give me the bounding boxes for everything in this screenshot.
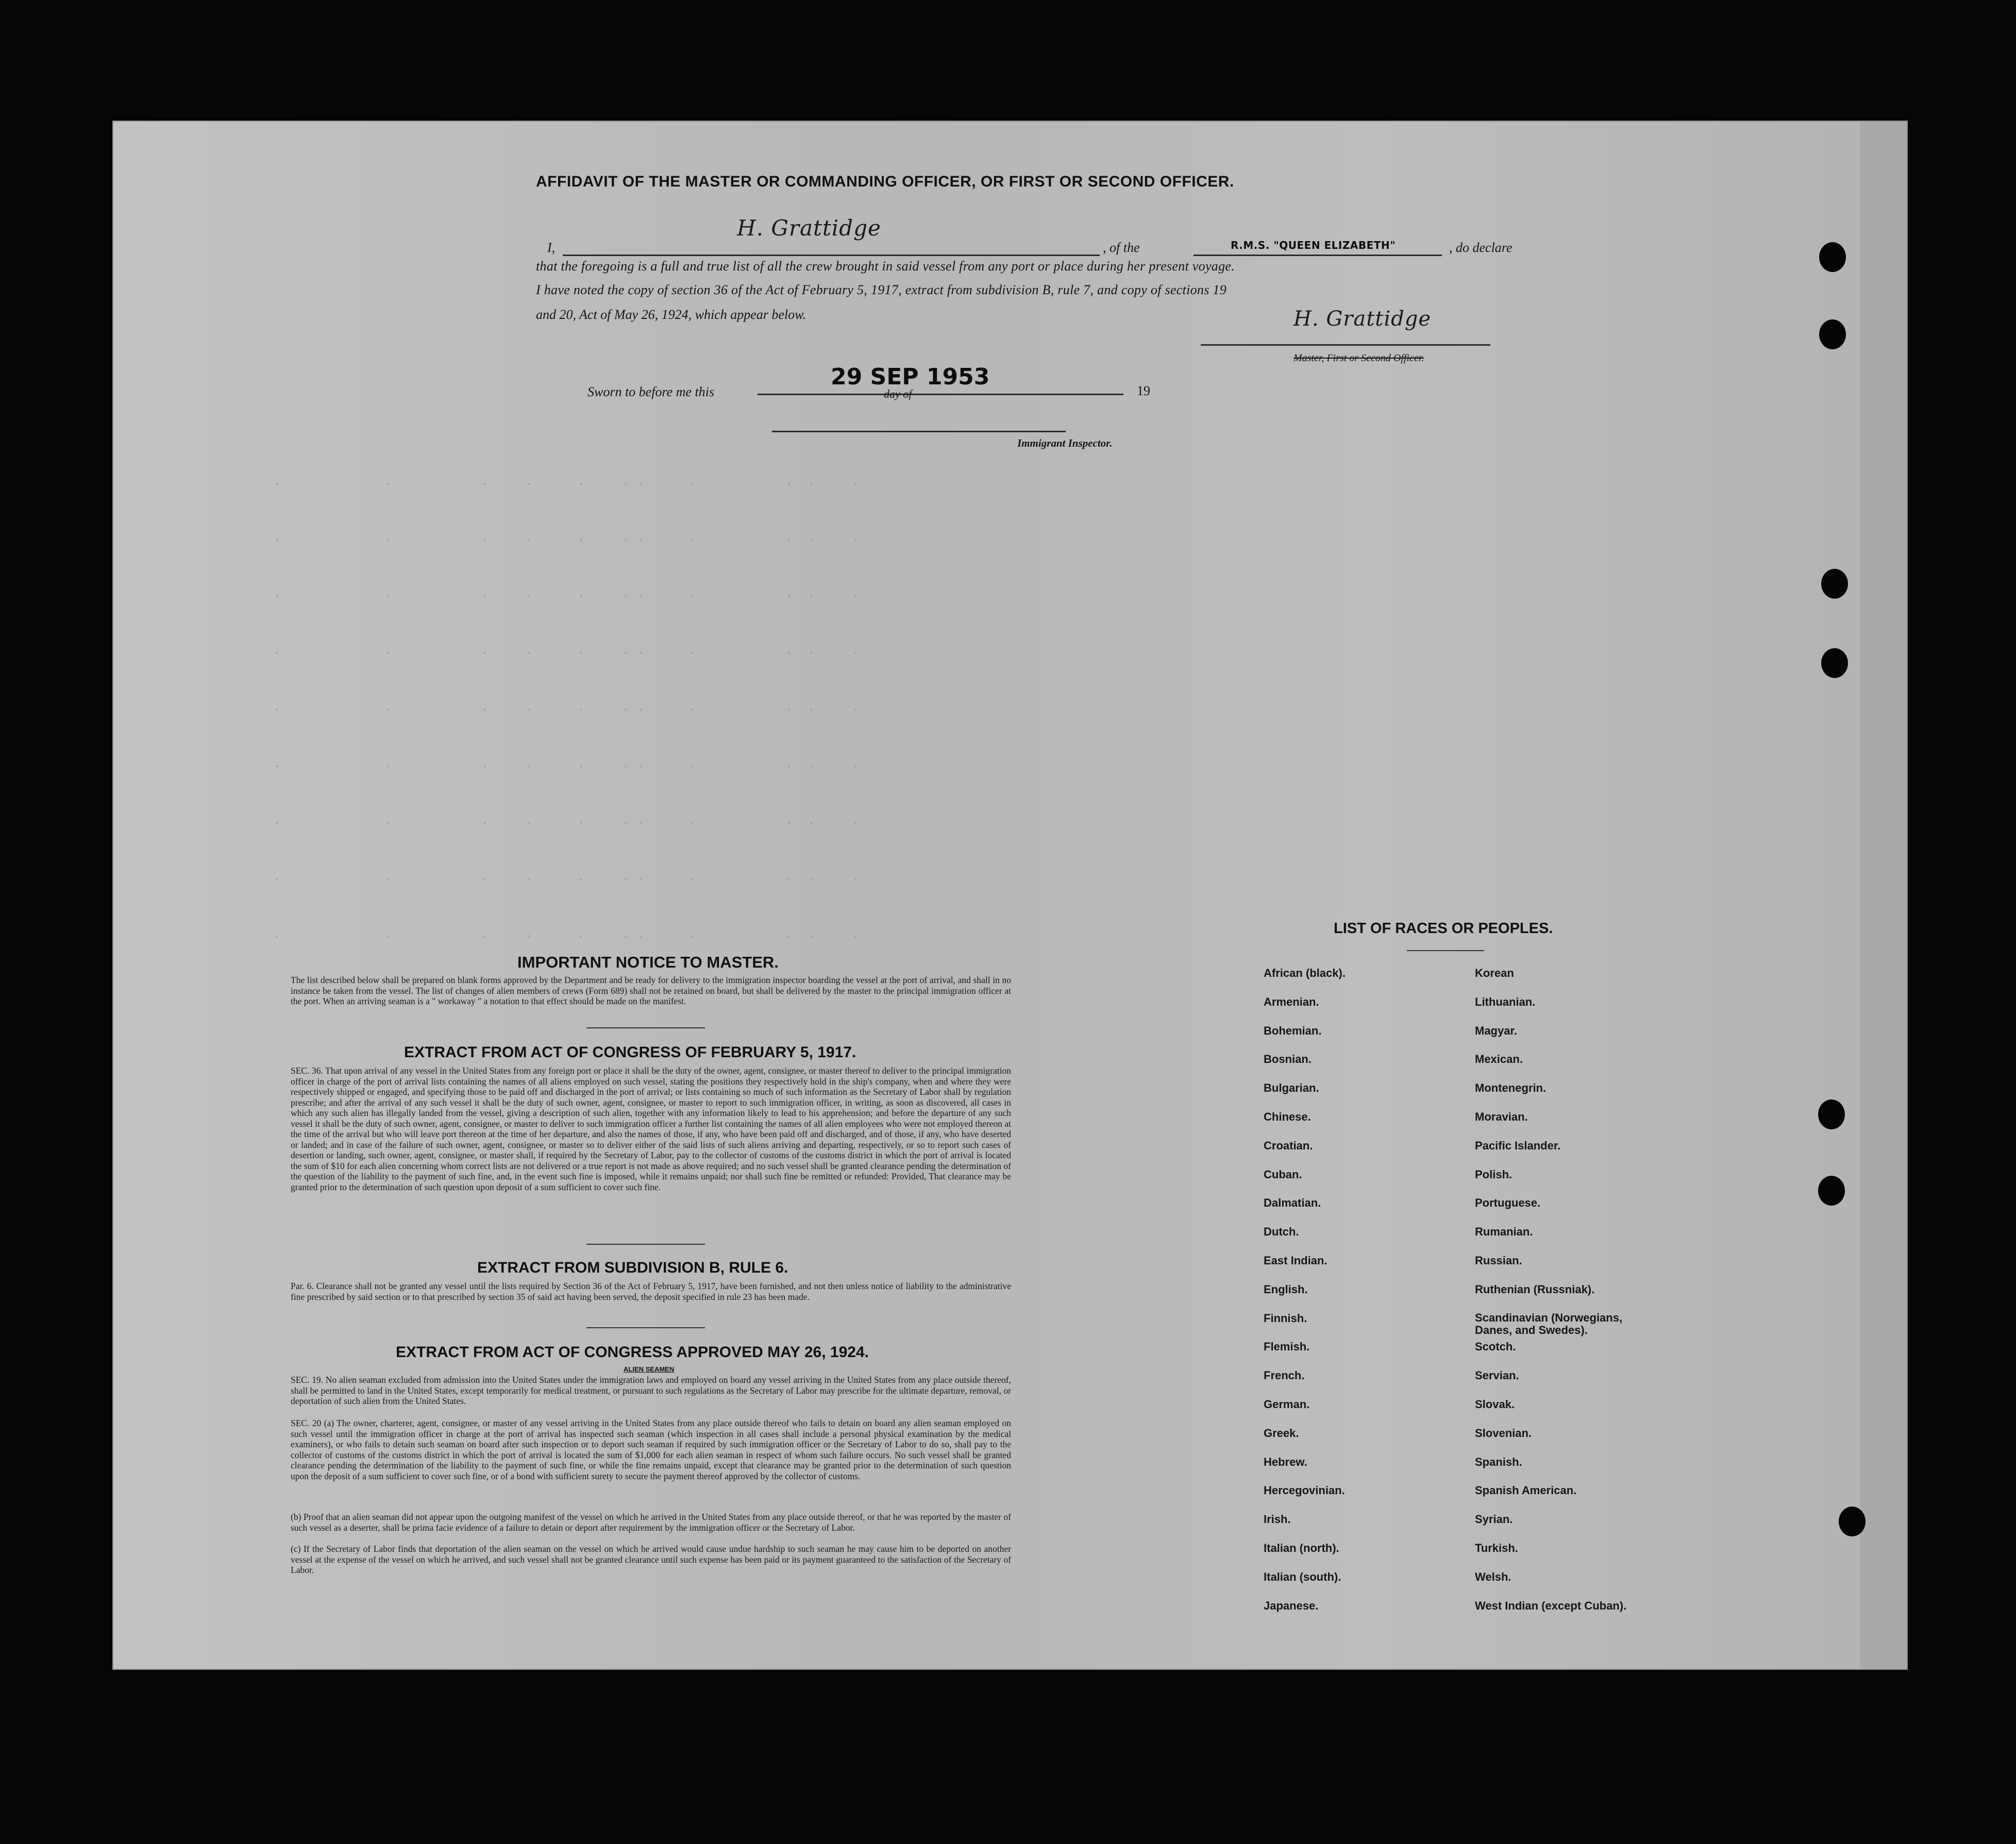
extract-1917-title: EXTRACT FROM ACT OF CONGRESS OF FEBRUARY 5, 1917. — [404, 1044, 856, 1061]
punch-hole — [1821, 648, 1848, 678]
second-signature: H. Grattidge — [1293, 307, 1432, 331]
date-stamp: 29 SEP 1953 — [831, 364, 990, 390]
punch-hole — [1818, 1176, 1845, 1206]
race-item: East Indian. — [1264, 1254, 1328, 1267]
race-item: Syrian. — [1475, 1513, 1513, 1526]
race-item: Hercegovinian. — [1264, 1484, 1345, 1497]
master-signature: H. Grattidge — [737, 215, 881, 241]
signature-line — [563, 255, 1100, 256]
signer-line — [1201, 344, 1490, 346]
extract-1924-title: EXTRACT FROM ACT OF CONGRESS APPROVED MAY 26, 1924. — [396, 1344, 869, 1361]
divider — [586, 1027, 705, 1028]
affidavit-line1-end: , do declare — [1449, 240, 1513, 255]
race-item: Polish. — [1475, 1168, 1513, 1181]
page-edge-shadow — [1860, 122, 1907, 1669]
divider — [1407, 950, 1484, 951]
bleed-through-text: . . . . . . . . . . . — [273, 531, 860, 545]
race-item: Welsh. — [1475, 1570, 1511, 1583]
bleed-through-text: . . . . . . . . . . . — [273, 814, 860, 828]
bleed-through-text: . . . . . . . . . . . — [273, 587, 860, 601]
subdivision-title: EXTRACT FROM SUBDIVISION B, RULE 6. — [477, 1259, 788, 1276]
race-item: Dutch. — [1264, 1225, 1299, 1239]
sworn-label: Sworn to before me this — [587, 384, 715, 399]
punch-hole — [1819, 242, 1846, 272]
race-item: West Indian (except Cuban). — [1475, 1599, 1627, 1612]
race-item: Turkish. — [1475, 1542, 1518, 1554]
subdivision-body: Par. 6. Clearance shall not be granted any vessel until the lists required by Section 36 of the Act of February 5, 1917, have been furnished, and not then unless notice of liability to the administrative fine prescribed by said section or to that prescribed by section 35 of said act having been served, the deposit specified in rule 23 has been made. — [291, 1281, 1011, 1302]
sworn-date-line — [758, 394, 1123, 395]
race-item: English. — [1264, 1282, 1308, 1296]
race-item: Japanese. — [1264, 1599, 1319, 1612]
bleed-through-text: . . . . . . . . . . . — [273, 475, 860, 489]
race-item: Armenian. — [1264, 995, 1319, 1008]
race-item: Flemish. — [1264, 1340, 1310, 1354]
race-item: Scandinavian (Norwegians, Danes, and Swedes). — [1475, 1311, 1623, 1337]
divider — [586, 1244, 705, 1245]
race-item: Bohemian. — [1264, 1024, 1322, 1037]
extract-1917-body: SEC. 36. That upon arrival of any vessel in the United States from any foreign port or place it shall be the duty of the owner, agent, consignee, or master thereof to deliver to the principal immigration officer in charge of the port of arrival lists containing the names of all aliens employed on such vessel, stating the positions they respectively hold in the ship's company, when and where they were respectively shipped or engaged, and specifying those to be paid off and discharged in the port of arrival; or lists containing so much of such information as the Secretary of Labor shall by regulation prescribe; and after the arrival of any such vessel it shall be the duty of such owner, agent, consignee, or master to report to such immigration officer, in writing, as soon as discovered, all cases in which any such alien has illegally landed from the vessel, giving a description of such alien, together with any information likely to lead to his apprehension; and before the departure of any such vessel it shall be the duty of such owner, agent, consignee, or master to deliver to such immigration officer a further list containing the names of all alien employees who were not employed thereon at the time of the arrival but who will leave port thereon at the time of her departure, and also the names of those, if any, who have been paid off and discharged, and of those, if any, who have deserted or landed; and in case of the failure of such owner, agent, consignee, or master so to deliver either of the said lists of such aliens arriving and departing, respectively, or so to report such cases of desertion or landing, such owner, agent, consignee, or master shall, if required by the Secretary of Labor, pay to the collector of customs of the customs district in which the port of arrival is located the sum of $10 for each alien concerning whom correct lists are not delivered or a true report is not made as above required; and no such vessel shall be granted clearance pending the determination of the question of the liability to the payment of such fine, and, in the event such fine is imposed, while it remains unpaid; nor shall such fine be remitted or refunded: Provided, That clearance may be granted prior to the determination of such question upon deposit of a sum sufficient to cover such fine. — [291, 1065, 1011, 1192]
punch-hole — [1819, 319, 1846, 349]
signer-title: Master, First or Second Officer. — [1293, 352, 1424, 364]
race-item: Magyar. — [1475, 1024, 1517, 1037]
vessel-line — [1194, 255, 1442, 256]
race-item: Hebrew. — [1264, 1455, 1307, 1468]
race-item: Spanish. — [1475, 1455, 1522, 1468]
sec-20b: (b) Proof that an alien seaman did not appear upon the outgoing manifest of the vessel on which he arrived in the United States from any place outside thereof, or that he was reported by the master of such vessel as a deserter, shall be prima facie evidence of a failure to detain or deport after requirement by the immigration officer or the Secretary of Labor. — [291, 1512, 1011, 1533]
affidavit-title: AFFIDAVIT OF THE MASTER OR COMMANDING OFFICER, OR FIRST OR SECOND OFFICER. — [536, 173, 1234, 190]
notice-body: The list described below shall be prepared on blank forms approved by the Department and be ready for delivery to the immigration inspector boarding the vessel at the port of arrival, and shall in no instance be taken from the vessel. The list of changes of alien members of crews (Form 689) shall not be retained on board, but shall be delivered by the master to the principal immigration officer at the port. When an arriving seaman is a " workaway " a notation to that effect should be made on the manifest. — [291, 975, 1011, 1006]
punch-hole — [1839, 1507, 1866, 1536]
alien-seamen-subtitle: ALIEN SEAMEN — [624, 1365, 675, 1373]
race-item: Spanish American. — [1475, 1484, 1577, 1497]
race-item: Cuban. — [1264, 1168, 1302, 1181]
race-item: Finnish. — [1264, 1311, 1307, 1325]
race-item: Bulgarian. — [1264, 1081, 1319, 1095]
race-item: Scotch. — [1475, 1340, 1516, 1354]
bleed-through-text: . . . . . . . . . . . — [273, 644, 860, 658]
affidavit-line1-mid: , of the — [1103, 240, 1140, 255]
bleed-through-text: . . . . . . . . . . . — [273, 701, 860, 715]
sec-20a: SEC. 20 (a) The owner, charterer, agent, consignee, or master of any vessel arriving in the United States from any place outside thereof who fails to detain on board any alien seaman employed on such vessel until the immigration officer in charge at the port of arrival has inspected such seaman (which inspection in all cases shall include a personal physical examination by the medical examiners), or who fails to detain such seaman on board after such inspection or to deport such seaman if required by such immigration officer or the Secretary of Labor to do so, shall pay to the collector of customs of the customs district in which the port of arrival is located the sum of $1,000 for each alien seaman in respect of whom such failure occurs. No such vessel shall be granted clearance pending the determination of the liability to the payment of such fine, or while the fine remains unpaid, except that clearance may be granted prior to the determination of such question upon the deposit of a sum sufficient to cover such fine, or of a bond with sufficient surety to secure the payment thereof approved by the collector of customs. — [291, 1418, 1011, 1481]
race-item: African (black). — [1264, 967, 1346, 979]
sec-19: SEC. 19. No alien seaman excluded from admission into the United States under the immigration laws and employed on board any vessel arriving in the United States from any place outside thereof, shall be permitted to land in the United States, except temporarily for medical treatment, or pursuant to such regulations as the Secretary of Labor may prescribe for the ultimate departure, removal, or deportation of such alien from the United States. — [291, 1375, 1011, 1406]
year-prefix: 19 — [1137, 383, 1150, 398]
sec-20c: (c) If the Secretary of Labor finds that deportation of the alien seaman on the vessel on which he arrived would cause undue hardship to such seaman he may cause him to be deported on another vessel at the expense of the vessel on which he arrived, and such vessel shall not be granted clearance until such expense has been paid or its payment guaranteed to the satisfaction of the Secretary of Labor. — [291, 1544, 1011, 1575]
punch-hole — [1818, 1099, 1845, 1129]
race-item: Bosnian. — [1264, 1053, 1312, 1066]
bleed-through-text: . . . . . . . . . . . — [273, 757, 860, 771]
affidavit-line1-start: I, — [547, 240, 556, 255]
race-item: Italian (south). — [1264, 1570, 1341, 1583]
race-item: Greek. — [1264, 1426, 1299, 1440]
race-item: Ruthenian (Russniak). — [1475, 1282, 1595, 1296]
races-title: LIST OF RACES OR PEOPLES. — [1334, 920, 1553, 937]
race-item: Montenegrin. — [1475, 1081, 1547, 1095]
punch-hole — [1821, 569, 1848, 599]
divider — [586, 1327, 705, 1328]
race-item: Moravian. — [1475, 1110, 1528, 1123]
race-item: Croatian. — [1264, 1139, 1313, 1152]
race-item: Slovenian. — [1475, 1426, 1532, 1440]
race-item: Lithuanian. — [1475, 995, 1536, 1008]
race-item: Pacific Islander. — [1475, 1139, 1561, 1152]
vessel-name: R.M.S. "QUEEN ELIZABETH" — [1231, 239, 1396, 251]
race-item: Mexican. — [1475, 1053, 1523, 1066]
race-item: Irish. — [1264, 1513, 1291, 1526]
day-of-label: day of — [884, 387, 912, 400]
race-item: German. — [1264, 1398, 1310, 1411]
race-item: Dalmatian. — [1264, 1196, 1321, 1210]
affidavit-line4: and 20, Act of May 26, 1924, which appear below. — [536, 307, 807, 322]
affidavit-line3: I have noted the copy of section 36 of the Act of February 5, 1917, extract from subdivision B, rule 7, and copy of sections 19 — [536, 282, 1227, 297]
bleed-through-text: . . . . . . . . . . . — [273, 871, 860, 885]
race-item: Korean — [1475, 967, 1514, 979]
race-item: French. — [1264, 1369, 1305, 1382]
bleed-through-text: . . . . . . . . . . . — [273, 927, 860, 941]
affidavit-line2: that the foregoing is a full and true list of all the crew brought in said vessel from any port or place during her present voyage. — [536, 259, 1235, 274]
inspector-label: Immigrant Inspector. — [1017, 437, 1113, 449]
race-item: Italian (north). — [1264, 1542, 1339, 1554]
race-item: Portuguese. — [1475, 1196, 1541, 1210]
race-item: Servian. — [1475, 1369, 1519, 1382]
notice-title: IMPORTANT NOTICE TO MASTER. — [517, 953, 779, 971]
race-item: Rumanian. — [1475, 1225, 1533, 1239]
inspector-line — [772, 431, 1066, 432]
race-item: Slovak. — [1475, 1398, 1515, 1411]
race-item: Russian. — [1475, 1254, 1522, 1267]
race-item: Chinese. — [1264, 1110, 1311, 1123]
